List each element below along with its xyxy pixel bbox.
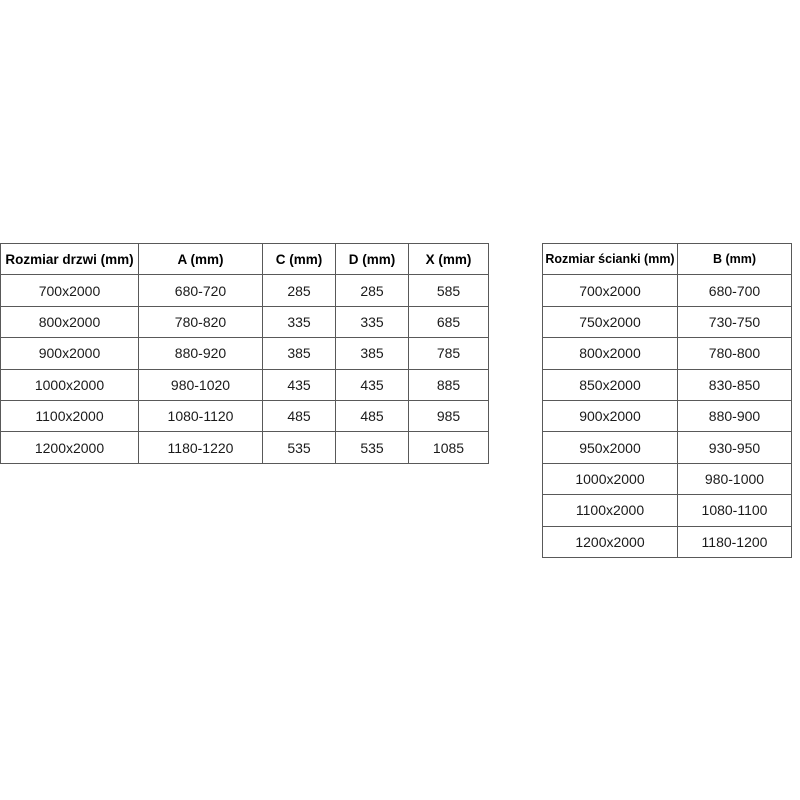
header-cell-b: B (mm) — [678, 244, 792, 275]
table-cell: 385 — [263, 338, 336, 369]
table-cell: 980-1000 — [678, 463, 792, 494]
table-cell: 680-720 — [139, 275, 263, 306]
table-row — [543, 495, 792, 526]
table-cell: 1000x2000 — [543, 463, 678, 494]
table-cell: 485 — [263, 400, 336, 431]
header-cell-c: C (mm) — [263, 244, 336, 275]
table-cell: 1180-1220 — [139, 432, 263, 463]
wall-size-table — [542, 243, 792, 558]
table-row — [1, 306, 489, 337]
table-cell: 335 — [336, 306, 409, 337]
table-row — [543, 526, 792, 557]
table-cell: 900x2000 — [543, 400, 678, 431]
table-cell: 800x2000 — [543, 338, 678, 369]
table-cell: 1100x2000 — [1, 400, 139, 431]
table-row — [1, 338, 489, 369]
table-cell: 780-820 — [139, 306, 263, 337]
table-cell: 800x2000 — [1, 306, 139, 337]
table-cell: 435 — [336, 369, 409, 400]
table-cell: 885 — [409, 369, 489, 400]
header-cell-wall-size: Rozmiar ścianki (mm) — [543, 244, 678, 275]
header-cell-x: X (mm) — [409, 244, 489, 275]
header-cell-door-size: Rozmiar drzwi (mm) — [1, 244, 139, 275]
table-cell: 1085 — [409, 432, 489, 463]
table-cell: 730-750 — [678, 306, 792, 337]
table-row — [543, 275, 792, 306]
table-cell: 1200x2000 — [543, 526, 678, 557]
table-cell: 1000x2000 — [1, 369, 139, 400]
table-cell: 535 — [263, 432, 336, 463]
header-cell-d: D (mm) — [336, 244, 409, 275]
table-row — [1, 432, 489, 463]
table-cell: 435 — [263, 369, 336, 400]
table-row — [543, 306, 792, 337]
table-cell: 880-900 — [678, 400, 792, 431]
table-row — [1, 369, 489, 400]
table-row — [543, 463, 792, 494]
table-cell: 585 — [409, 275, 489, 306]
table-cell: 900x2000 — [1, 338, 139, 369]
table-cell: 1080-1120 — [139, 400, 263, 431]
table-cell: 700x2000 — [543, 275, 678, 306]
door-size-table — [0, 243, 489, 464]
table-cell: 785 — [409, 338, 489, 369]
table-row — [1, 275, 489, 306]
table-cell: 850x2000 — [543, 369, 678, 400]
table-cell: 880-920 — [139, 338, 263, 369]
table-cell: 680-700 — [678, 275, 792, 306]
table-cell: 485 — [336, 400, 409, 431]
door-table-header-row — [1, 244, 489, 275]
table-row — [543, 369, 792, 400]
table-row — [543, 432, 792, 463]
table-cell: 285 — [336, 275, 409, 306]
table-cell: 685 — [409, 306, 489, 337]
table-row — [1, 400, 489, 431]
table-cell: 1200x2000 — [1, 432, 139, 463]
table-cell: 980-1020 — [139, 369, 263, 400]
table-cell: 285 — [263, 275, 336, 306]
table-cell: 930-950 — [678, 432, 792, 463]
header-cell-a: A (mm) — [139, 244, 263, 275]
table-cell: 780-800 — [678, 338, 792, 369]
table-cell: 335 — [263, 306, 336, 337]
table-cell: 700x2000 — [1, 275, 139, 306]
table-cell: 535 — [336, 432, 409, 463]
table-cell: 385 — [336, 338, 409, 369]
table-cell: 985 — [409, 400, 489, 431]
table-cell: 950x2000 — [543, 432, 678, 463]
table-cell: 1180-1200 — [678, 526, 792, 557]
table-row — [543, 400, 792, 431]
table-cell: 1080-1100 — [678, 495, 792, 526]
wall-table-header-row — [543, 244, 792, 275]
table-row — [543, 338, 792, 369]
table-cell: 750x2000 — [543, 306, 678, 337]
table-cell: 830-850 — [678, 369, 792, 400]
table-cell: 1100x2000 — [543, 495, 678, 526]
